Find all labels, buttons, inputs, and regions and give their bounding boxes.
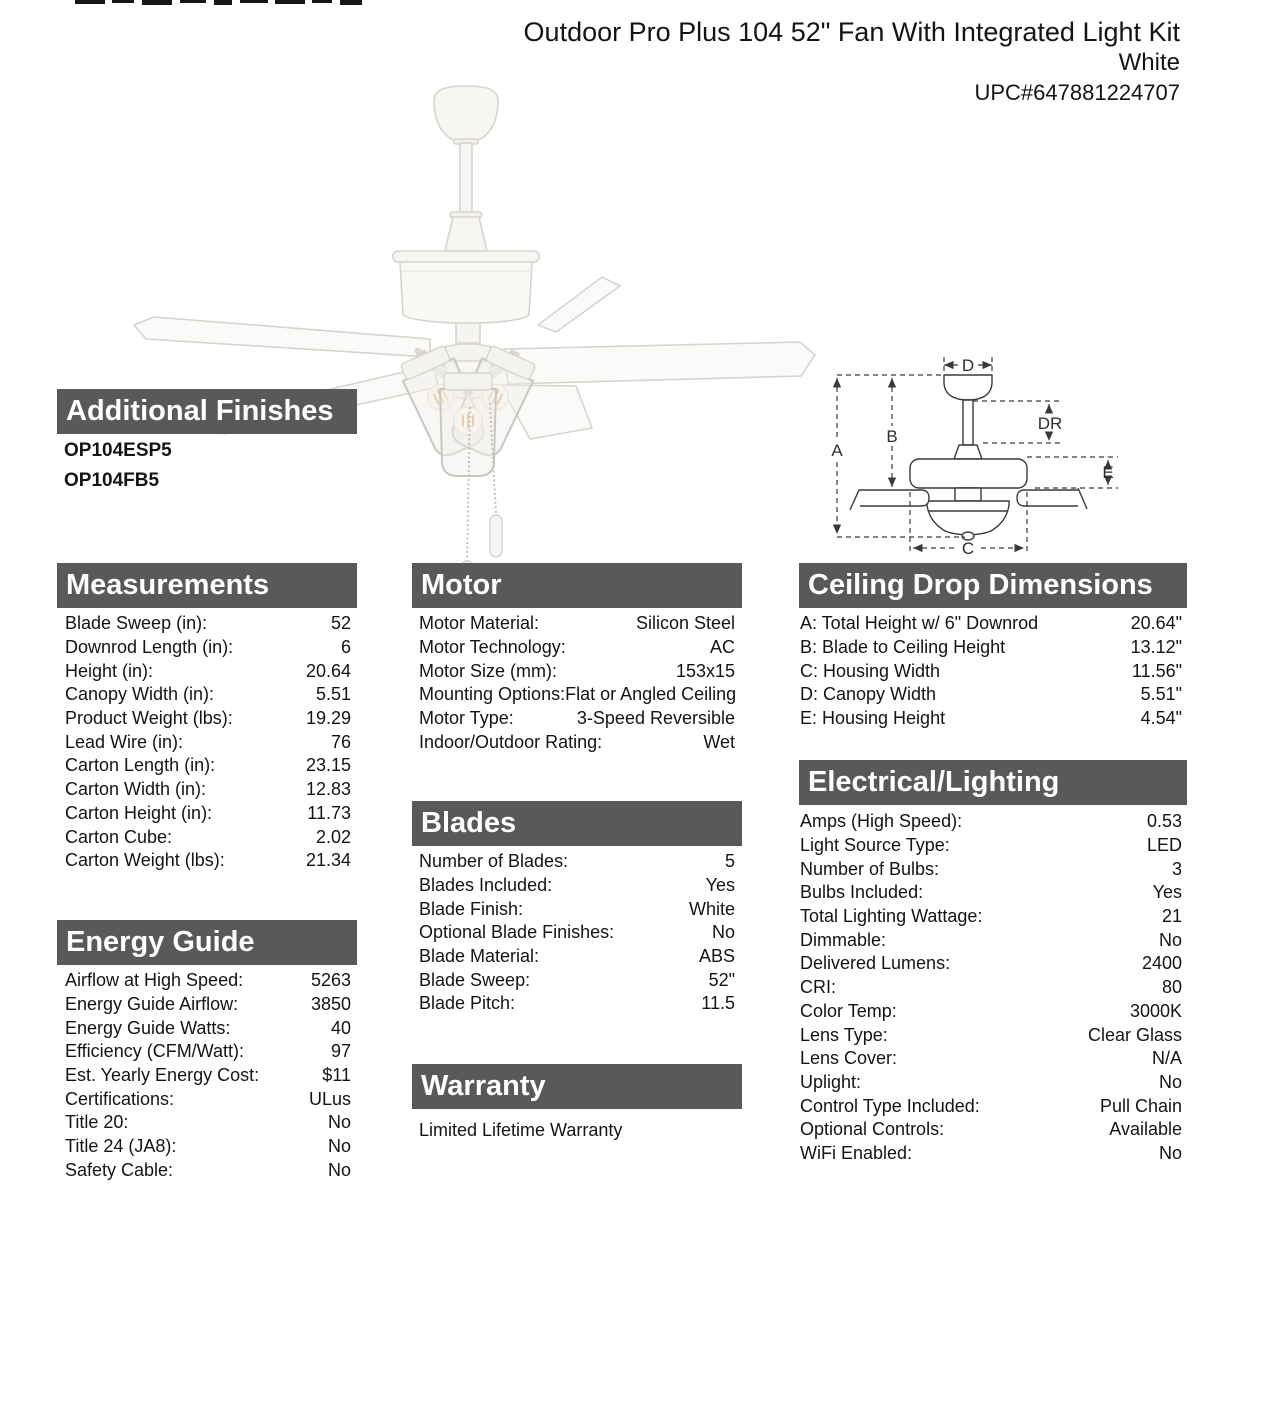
diagram-label-d: D: [961, 356, 975, 375]
spec-row: [419, 921, 735, 945]
glass-shade: [440, 373, 496, 476]
spec-value: ABS: [698, 946, 735, 967]
spec-label: Carton Cube:: [65, 826, 173, 847]
spec-row: [419, 683, 735, 707]
spec-value: White: [688, 898, 735, 919]
spec-label: Delivered Lumens:: [800, 953, 951, 974]
spec-row: [65, 1064, 351, 1088]
spec-row: [800, 810, 1182, 834]
section-header-energy-guide: Energy Guide: [57, 920, 357, 965]
spec-label: Carton Width (in):: [65, 779, 207, 800]
spec-value: 3850: [310, 994, 351, 1015]
spec-row: [65, 1135, 351, 1159]
spec-row: [65, 730, 351, 754]
spec-row: [65, 707, 351, 731]
spec-label: Lead Wire (in):: [65, 731, 184, 752]
spec-label: Carton Weight (lbs):: [65, 850, 225, 871]
spec-label: Title 24 (JA8):: [65, 1136, 177, 1157]
upc-code: UPC#647881224707: [974, 80, 1180, 105]
spec-row: [419, 945, 735, 969]
spec-label: WiFi Enabled:: [800, 1142, 913, 1163]
finish-item: OP104FB5: [64, 470, 160, 491]
spec-row: [65, 683, 351, 707]
spec-label: Control Type Included:: [800, 1095, 980, 1116]
spec-row: [65, 993, 351, 1017]
spec-label: Optional Controls:: [800, 1119, 945, 1140]
spec-label: Optional Blade Finishes:: [419, 922, 615, 943]
spec-label: CRI:: [800, 977, 836, 998]
spec-value: 19.29: [305, 708, 351, 729]
spec-label: Canopy Width (in):: [65, 684, 215, 705]
spec-label: Efficiency (CFM/Watt):: [65, 1041, 245, 1062]
spec-row: [419, 659, 735, 683]
spec-label: E: Housing Height: [800, 708, 946, 729]
spec-value: $11: [322, 1065, 351, 1086]
spec-value: 2400: [1141, 953, 1182, 974]
spec-value: 5: [724, 851, 735, 872]
measurements-table: [65, 612, 351, 873]
spec-row: [800, 636, 1182, 660]
spec-label: A: Total Height w/ 6" Downrod: [800, 613, 1039, 634]
spec-value: LED: [1146, 835, 1182, 856]
spec-value: Yes: [1152, 882, 1182, 903]
spec-row: [65, 1159, 351, 1183]
spec-value: No: [1158, 1071, 1182, 1092]
spec-label: Color Temp:: [800, 1000, 897, 1021]
spec-label: Motor Type:: [419, 708, 514, 729]
spec-row: [800, 683, 1182, 707]
diagram-label-dr: DR: [1037, 414, 1063, 433]
spec-value: No: [1158, 929, 1182, 950]
spec-label: Blade Material:: [419, 946, 540, 967]
spec-label: Blade Sweep (in):: [65, 613, 208, 634]
spec-row: [800, 1000, 1182, 1024]
spec-value: 11.5: [701, 993, 735, 1014]
spec-row: [800, 1047, 1182, 1071]
spec-value: 80: [1161, 977, 1182, 998]
spec-label: Blade Pitch:: [419, 993, 516, 1014]
spec-value: AC: [709, 637, 735, 658]
page-title: Outdoor Pro Plus 104 52" Fan With Integrated Light Kit: [523, 17, 1180, 47]
product-photo-fan: [100, 55, 860, 605]
spec-row: [800, 1094, 1182, 1118]
spec-value: 153x15: [675, 660, 735, 681]
spec-row: [419, 850, 735, 874]
section-header-warranty: Warranty: [412, 1064, 742, 1109]
spec-value: 2.02: [315, 826, 351, 847]
spec-value: 3: [1171, 858, 1182, 879]
spec-label: Blade Sweep:: [419, 969, 531, 990]
spec-row: [800, 707, 1182, 731]
diagram-downrod: [963, 400, 973, 445]
spec-value: Clear Glass: [1087, 1024, 1182, 1045]
spec-label: Title 20:: [65, 1112, 129, 1133]
finish-item: OP104ESP5: [64, 440, 172, 461]
spec-value: 5.51": [1140, 684, 1182, 705]
diagram-housing: [910, 459, 1027, 488]
finish-name: White: [1118, 49, 1180, 76]
spec-label: Uplight:: [800, 1071, 862, 1092]
spec-label: Indoor/Outdoor Rating:: [419, 731, 603, 752]
spec-row: [65, 1040, 351, 1064]
spec-value: 13.12": [1130, 637, 1182, 658]
spec-value: 11.56": [1131, 660, 1182, 681]
spec-label: Safety Cable:: [65, 1159, 174, 1180]
spec-row: [419, 992, 735, 1016]
diagram-blade-left: [859, 490, 929, 506]
spec-row: [800, 659, 1182, 683]
spec-label: D: Canopy Width: [800, 684, 937, 705]
spec-value: Available: [1109, 1119, 1182, 1140]
spec-value: 52: [330, 613, 351, 634]
spec-row: [419, 612, 735, 636]
spec-value: Silicon Steel: [635, 613, 735, 634]
diagram-light-kit: [927, 501, 1009, 535]
spec-label: B: Blade to Ceiling Height: [800, 637, 1006, 658]
spec-row: [419, 968, 735, 992]
spec-label: Number of Bulbs:: [800, 858, 940, 879]
spec-label: Energy Guide Airflow:: [65, 994, 239, 1015]
spec-label: Light Source Type:: [800, 835, 950, 856]
spec-row: [800, 928, 1182, 952]
spec-value: 5.51: [315, 684, 351, 705]
motor-table: [419, 612, 735, 754]
spec-label: Bulbs Included:: [800, 882, 924, 903]
spec-label: Carton Height (in):: [65, 802, 213, 823]
spec-row: [419, 730, 735, 754]
section-header-additional-finishes: Additional Finishes: [57, 389, 357, 434]
spec-label: Motor Size (mm):: [419, 660, 558, 681]
spec-label: Certifications:: [65, 1088, 175, 1109]
spec-row: [65, 778, 351, 802]
spec-value: Pull Chain: [1099, 1095, 1182, 1116]
spec-value: No: [711, 922, 735, 943]
spec-label: Height (in):: [65, 660, 154, 681]
spec-value: 40: [330, 1017, 351, 1038]
spec-label: Motor Material:: [419, 613, 540, 634]
pull-chain-fob: [490, 515, 502, 557]
spec-value: No: [327, 1112, 351, 1133]
spec-label: Carton Length (in):: [65, 755, 216, 776]
spec-value: 23.15: [305, 755, 351, 776]
spec-label: Total Lighting Wattage:: [800, 906, 983, 927]
spec-row: [65, 802, 351, 826]
spec-row: [800, 1071, 1182, 1095]
spec-row: [800, 976, 1182, 1000]
blades-table: [419, 850, 735, 1016]
spec-row: [800, 905, 1182, 929]
spec-label: Amps (High Speed):: [800, 811, 963, 832]
spec-row: [800, 1142, 1182, 1166]
spec-value: 52": [708, 969, 735, 990]
spec-label: Energy Guide Watts:: [65, 1017, 231, 1038]
diagram-canopy: [944, 375, 992, 400]
spec-row: [65, 1087, 351, 1111]
spec-row: [800, 881, 1182, 905]
spec-label: Blade Finish:: [419, 898, 524, 919]
fan-motor-housing: [393, 251, 539, 262]
spec-row: [65, 969, 351, 993]
section-header-blades: Blades: [412, 801, 742, 846]
spec-row: [419, 636, 735, 660]
spec-row: [65, 849, 351, 873]
spec-value: No: [1158, 1142, 1182, 1163]
spec-label: Downrod Length (in):: [65, 637, 234, 658]
spec-label: Est. Yearly Energy Cost:: [65, 1065, 260, 1086]
spec-row: [65, 636, 351, 660]
spec-value: 3000K: [1129, 1000, 1182, 1021]
spec-row: [419, 707, 735, 731]
spec-row: [65, 754, 351, 778]
spec-label: Lens Type:: [800, 1024, 888, 1045]
spec-value: 76: [330, 731, 351, 752]
spec-label: Dimmable:: [800, 929, 887, 950]
spec-value: No: [327, 1159, 351, 1180]
spec-label: Product Weight (lbs):: [65, 708, 233, 729]
diagram-label-b: B: [886, 427, 898, 446]
spec-value: 4.54": [1140, 708, 1182, 729]
section-header-ceiling-drop: Ceiling Drop Dimensions: [799, 563, 1187, 608]
spec-row: [65, 659, 351, 683]
spec-value: 20.64: [305, 660, 351, 681]
diagram-label-c: C: [961, 539, 975, 558]
spec-value: 6: [340, 637, 351, 658]
spec-value: No: [327, 1136, 351, 1157]
spec-row: [800, 1023, 1182, 1047]
spec-value: N/A: [1151, 1048, 1182, 1069]
section-header-motor: Motor: [412, 563, 742, 608]
spec-value: 0.53: [1146, 811, 1182, 832]
spec-label: C: Housing Width: [800, 660, 941, 681]
spec-row: [800, 1118, 1182, 1142]
spec-value: 12.83: [305, 779, 351, 800]
spec-label: Blades Included:: [419, 875, 553, 896]
dimension-diagram: [815, 342, 1135, 572]
spec-label: Lens Cover:: [800, 1048, 898, 1069]
diagram-label-e: E: [1102, 463, 1114, 482]
spec-row: [419, 874, 735, 898]
spec-value: Yes: [705, 875, 735, 896]
spec-row: [65, 1111, 351, 1135]
spec-value: 5263: [310, 970, 351, 991]
spec-row: [800, 952, 1182, 976]
fan-downrod: [460, 143, 472, 217]
additional-finishes-list: [64, 436, 172, 496]
spec-row: [65, 825, 351, 849]
electrical-table: [800, 810, 1182, 1165]
spec-value: 21: [1161, 906, 1182, 927]
spec-value: 20.64": [1130, 613, 1182, 634]
energy-guide-table: [65, 969, 351, 1182]
spec-row: [800, 612, 1182, 636]
spec-label: Mounting Options:: [419, 684, 566, 705]
section-header-measurements: Measurements: [57, 563, 357, 608]
spec-label: Airflow at High Speed:: [65, 970, 244, 991]
spec-value: 11.73: [307, 802, 351, 823]
spec-value: ULus: [308, 1088, 351, 1109]
spec-label: Motor Technology:: [419, 637, 566, 658]
spec-value: 3-Speed Reversible: [576, 708, 735, 729]
spec-row: [419, 897, 735, 921]
section-header-electrical: Electrical/Lighting: [799, 760, 1187, 805]
ceiling-drop-table: [800, 612, 1182, 730]
spec-row: [65, 612, 351, 636]
spec-value: Flat or Angled Ceiling: [565, 684, 737, 705]
spec-value: Wet: [703, 731, 735, 752]
diagram-blade-right: [1017, 490, 1078, 506]
fan-blade: [504, 342, 815, 384]
diagram-label-a: A: [831, 441, 843, 460]
warranty-text: Limited Lifetime Warranty: [419, 1120, 623, 1140]
fan-blade: [134, 317, 430, 357]
spec-label: Number of Blades:: [419, 851, 569, 872]
spec-value: 97: [330, 1041, 351, 1062]
spec-row: [800, 857, 1182, 881]
spec-row: [65, 1016, 351, 1040]
fan-blade: [538, 277, 620, 332]
spec-row: [800, 834, 1182, 858]
fan-canopy: [434, 86, 498, 141]
spec-value: 21.34: [305, 850, 351, 871]
